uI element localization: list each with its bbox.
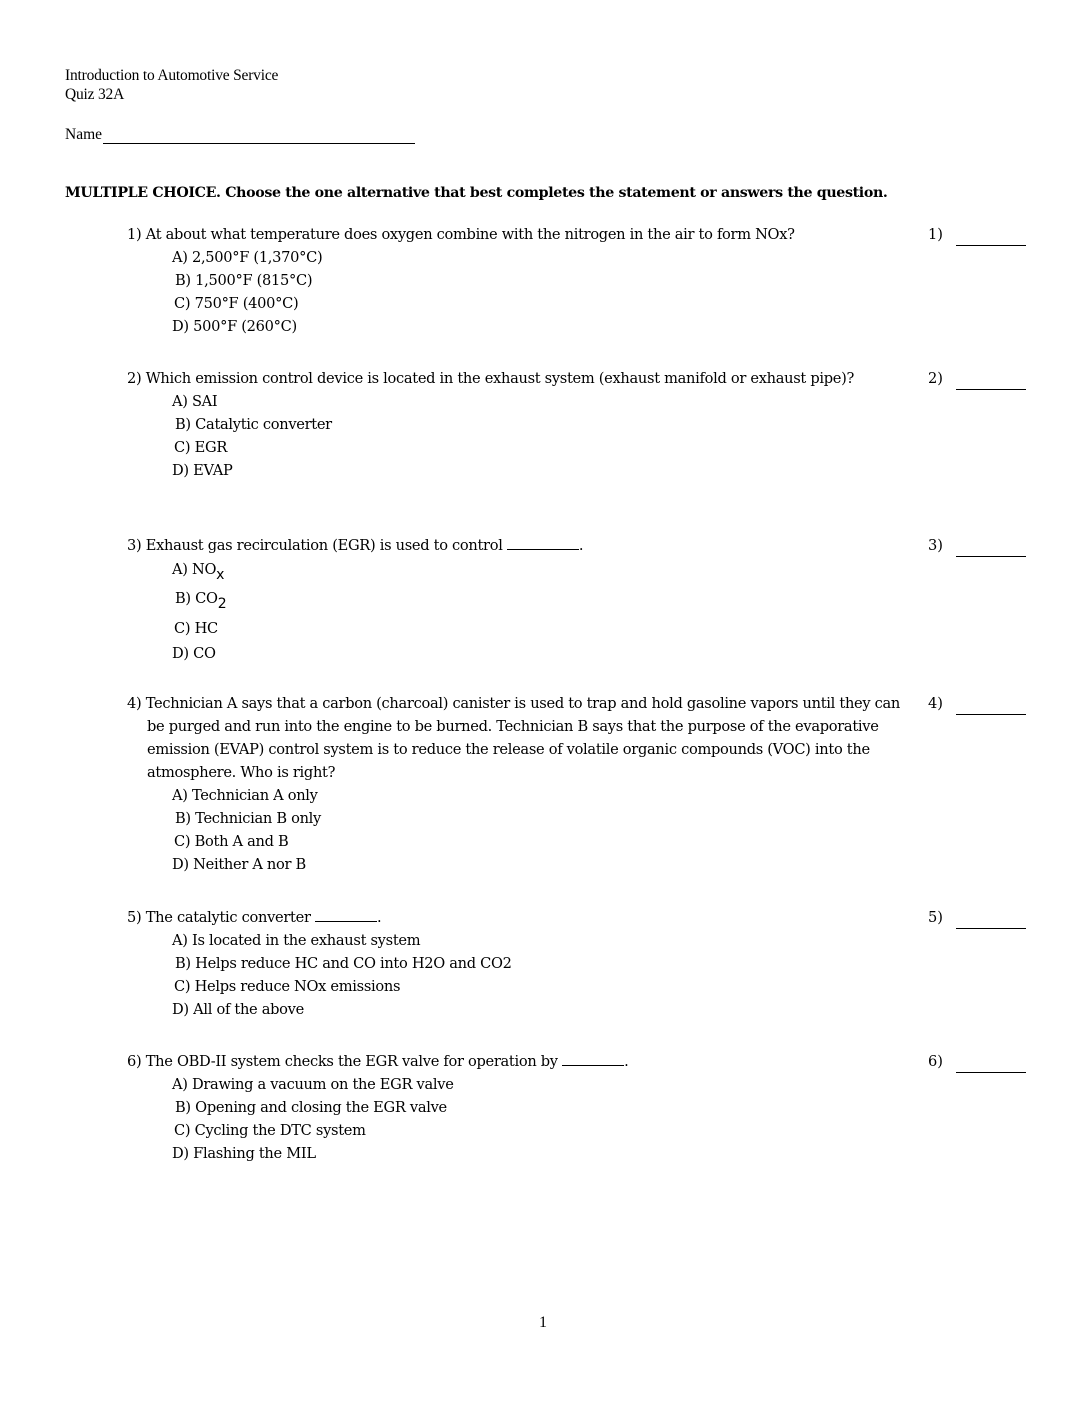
- answer-slot-6: [928, 1050, 1026, 1073]
- question-stem: 5) The catalytic converter .: [127, 909, 382, 926]
- answer-slot-4: [928, 692, 1026, 715]
- answer-blank[interactable]: [956, 1054, 1026, 1073]
- option-list: [127, 784, 917, 876]
- answer-slot-2: [928, 367, 1026, 390]
- option-c[interactable]: C) HC: [174, 620, 218, 637]
- answer-blank[interactable]: [956, 696, 1026, 715]
- option-list: [127, 557, 917, 665]
- option-b[interactable]: B) Catalytic converter: [175, 416, 332, 433]
- answer-blank[interactable]: [956, 538, 1026, 557]
- section-instructions: MULTIPLE CHOICE. Choose the one alternative that best completes the statement or answers the question.: [65, 185, 888, 201]
- answer-blank[interactable]: [956, 371, 1026, 390]
- option-d[interactable]: D) Flashing the MIL: [172, 1145, 316, 1162]
- answer-number: 5): [928, 909, 943, 926]
- question-stem: 1) At about what temperature does oxygen combine with the nitrogen in the air to form NOx?: [127, 226, 795, 243]
- option-d[interactable]: D) All of the above: [172, 1001, 304, 1018]
- answer-slot-3: [928, 534, 1026, 557]
- name-label: Name: [65, 126, 103, 143]
- answer-number: 1): [928, 226, 943, 243]
- option-a[interactable]: A) Technician A only: [172, 787, 318, 804]
- option-list: [127, 929, 917, 1021]
- option-c[interactable]: C) Cycling the DTC system: [174, 1122, 366, 1139]
- fill-in-blank: [507, 535, 579, 550]
- option-a[interactable]: A) Is located in the exhaust system: [172, 932, 421, 949]
- option-b[interactable]: B) Helps reduce HC and CO into H2O and CO2: [175, 955, 512, 972]
- answer-blank[interactable]: [956, 227, 1026, 246]
- answer-number: 3): [928, 537, 943, 554]
- option-list: [127, 246, 917, 338]
- name-input-blank[interactable]: [103, 125, 415, 144]
- option-b[interactable]: B) Opening and closing the EGR valve: [175, 1099, 447, 1116]
- option-a[interactable]: A) NOx: [172, 561, 225, 583]
- question-stem: 3) Exhaust gas recirculation (EGR) is used to control .: [127, 537, 584, 554]
- question-2: [127, 367, 917, 482]
- option-list: [127, 390, 917, 482]
- question-1: [127, 223, 917, 338]
- option-b[interactable]: B) 1,500°F (815°C): [175, 272, 313, 289]
- course-title: Introduction to Automotive Service: [65, 67, 279, 84]
- fill-in-blank: [562, 1051, 624, 1066]
- question-6: [127, 1050, 917, 1165]
- option-a[interactable]: A) SAI: [172, 393, 218, 410]
- option-d[interactable]: D) EVAP: [172, 462, 233, 479]
- answer-number: 6): [928, 1053, 943, 1070]
- answer-number: 2): [928, 370, 943, 387]
- option-c[interactable]: C) Helps reduce NOx emissions: [174, 978, 401, 995]
- option-c[interactable]: C) Both A and B: [174, 833, 289, 850]
- answer-blank[interactable]: [956, 910, 1026, 929]
- document-header: [65, 66, 278, 104]
- quiz-title: Quiz 32A: [65, 86, 125, 103]
- fill-in-blank: [315, 907, 377, 922]
- answer-slot-5: [928, 906, 1026, 929]
- option-list: [127, 1073, 917, 1165]
- option-b[interactable]: B) CO2: [175, 590, 227, 612]
- option-c[interactable]: C) EGR: [174, 439, 228, 456]
- option-d[interactable]: D) CO: [172, 645, 216, 662]
- question-stem: 4) Technician A says that a carbon (charcoal) canister is used to trap and hold gasoline vapors until they can be purged and run into the engine to be burned. Technician B says that the purpose of the evaporative emission (EVAP) control system is to reduce the release of volatile organic compounds (VOC) into the atmosphere. Who is right?: [127, 695, 901, 781]
- option-d[interactable]: D) 500°F (260°C): [172, 318, 297, 335]
- question-stem: 6) The OBD-II system checks the EGR valve for operation by .: [127, 1053, 629, 1070]
- question-3: [127, 534, 917, 665]
- question-4: [127, 692, 917, 876]
- page-number: 1: [539, 1314, 547, 1331]
- option-d[interactable]: D) Neither A nor B: [172, 856, 306, 873]
- option-b[interactable]: B) Technician B only: [175, 810, 321, 827]
- name-field-row: [65, 125, 415, 144]
- question-stem: 2) Which emission control device is located in the exhaust system (exhaust manifold or exhaust pipe)?: [127, 370, 855, 387]
- option-c[interactable]: C) 750°F (400°C): [174, 295, 299, 312]
- option-a[interactable]: A) 2,500°F (1,370°C): [172, 249, 323, 266]
- option-a[interactable]: A) Drawing a vacuum on the EGR valve: [172, 1076, 454, 1093]
- answer-number: 4): [928, 695, 943, 712]
- question-5: [127, 906, 917, 1021]
- answer-slot-1: [928, 223, 1026, 246]
